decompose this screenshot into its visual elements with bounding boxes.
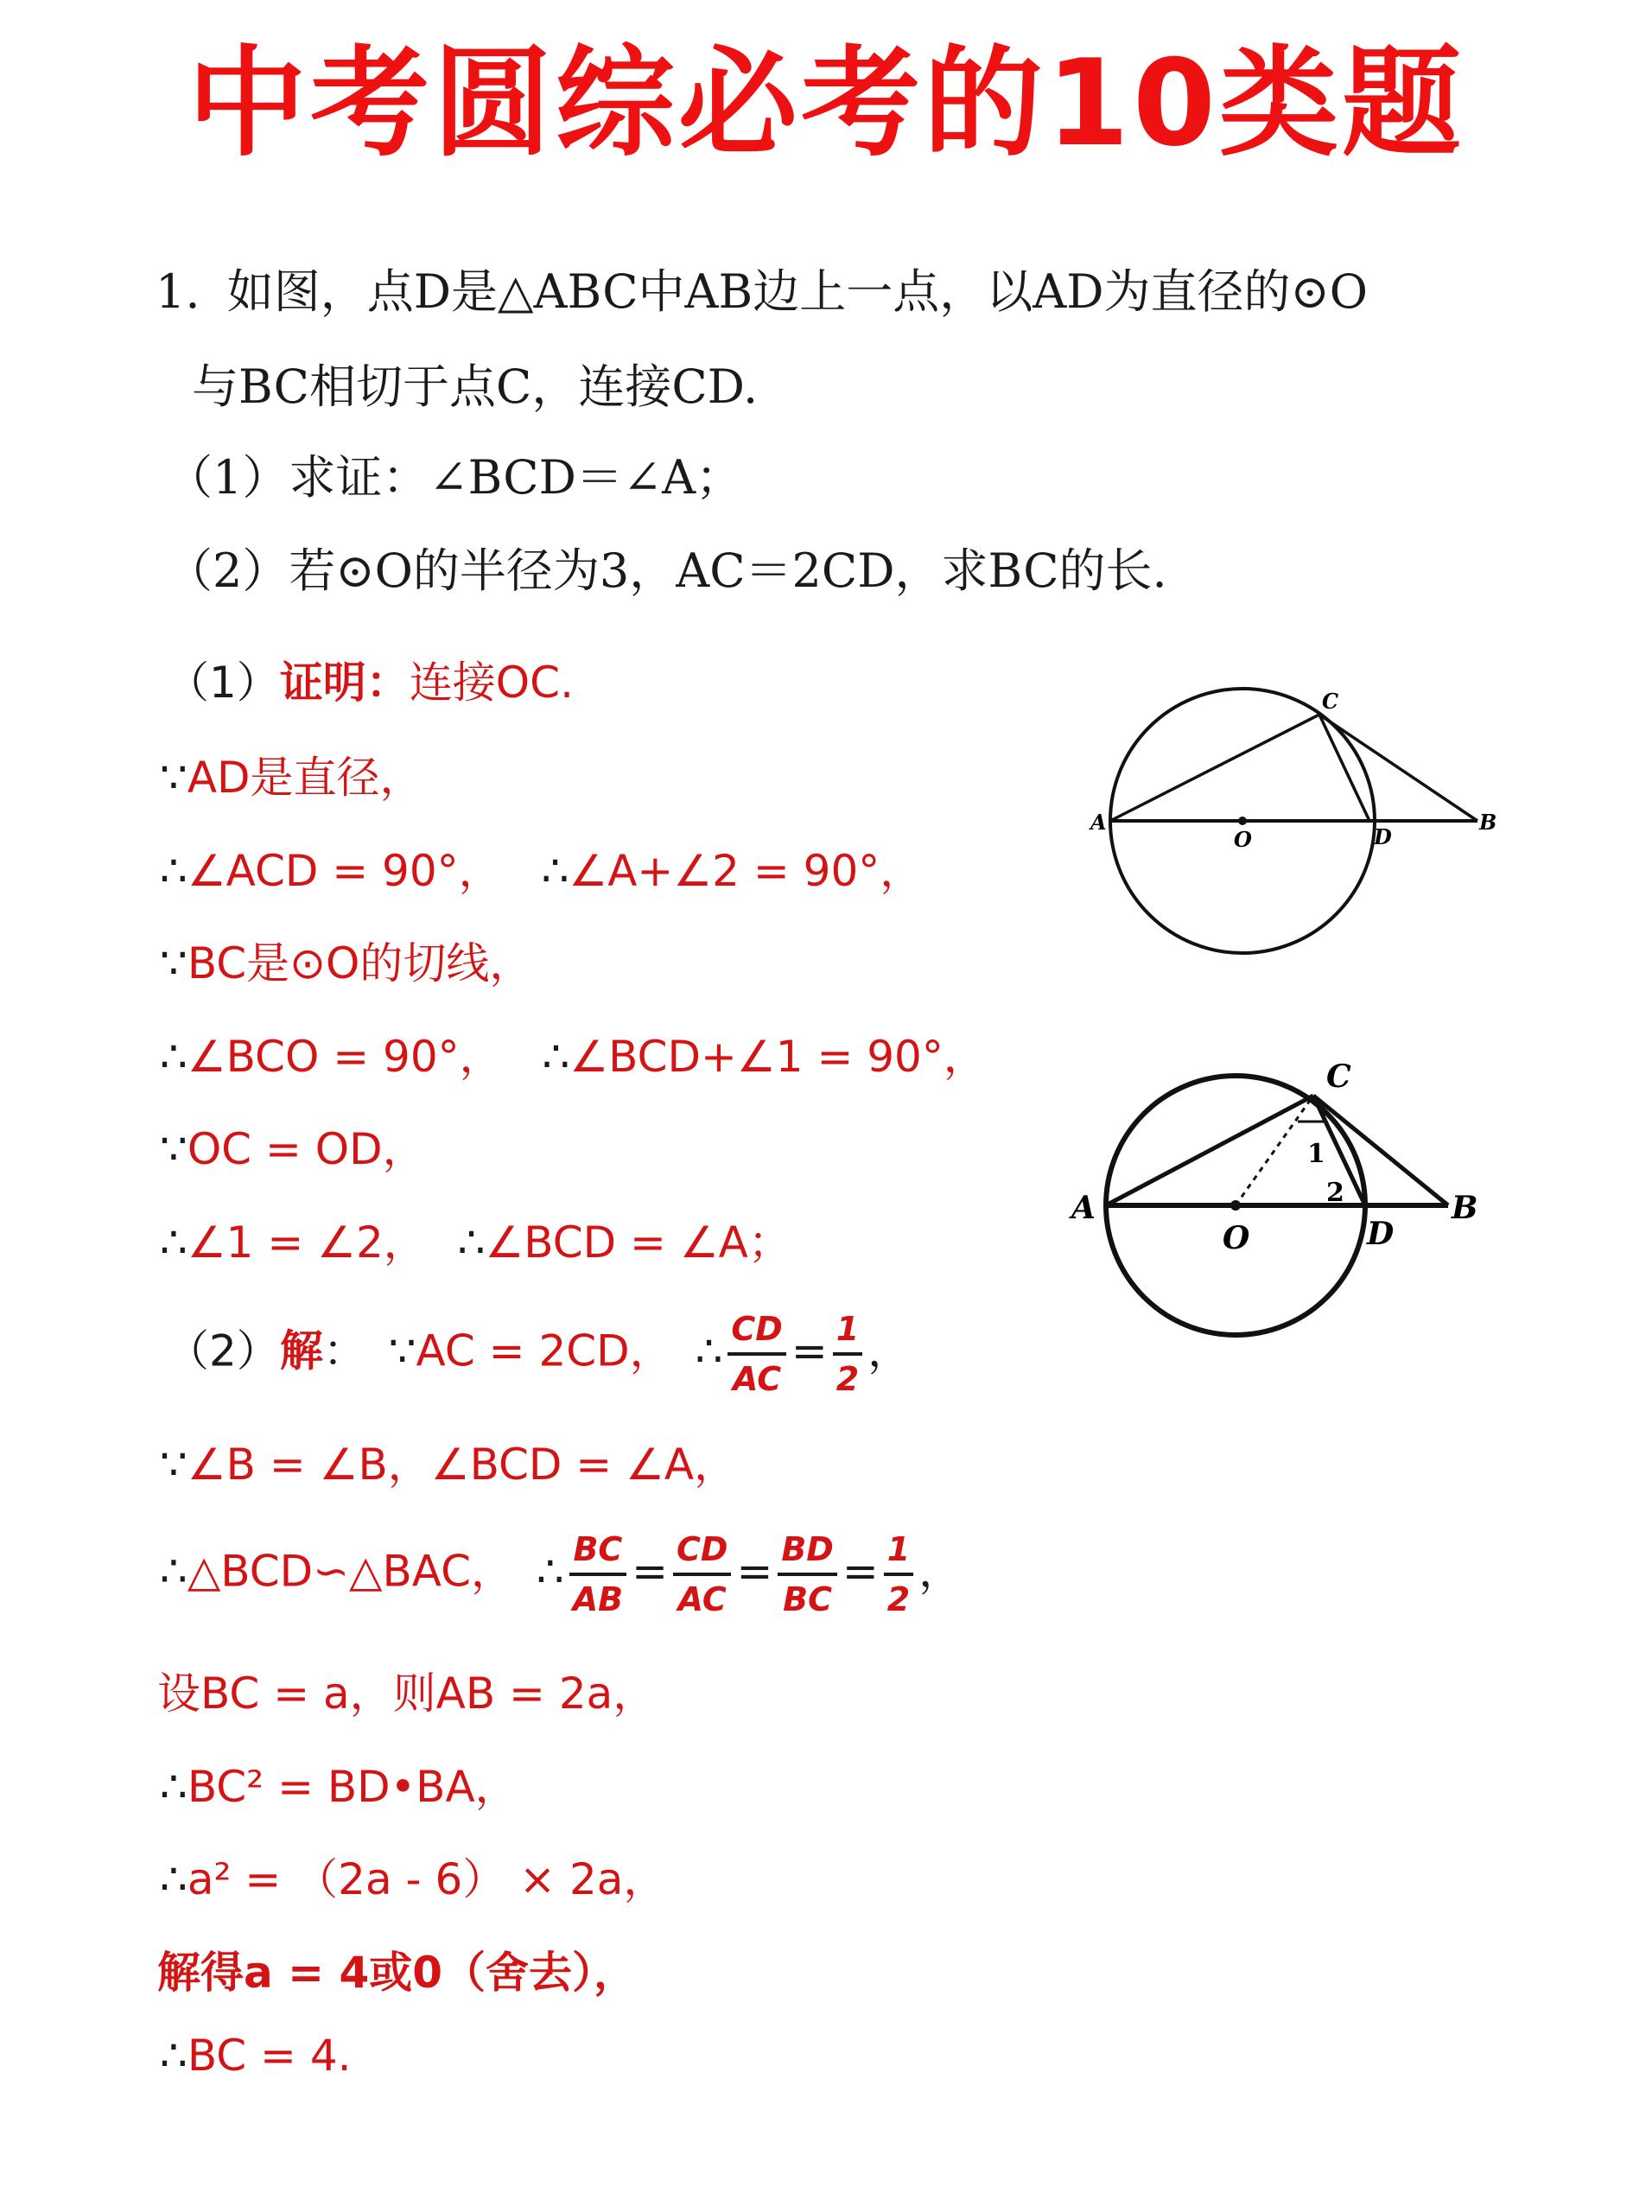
question-line-2: 与BC相切于点C，连接CD. bbox=[192, 359, 759, 414]
fraction-bar bbox=[833, 1352, 862, 1356]
question-part-2: （2）若⊙O的半径为3，AC＝2CD，求BC的长. bbox=[166, 543, 1167, 598]
because-symbol: ∵ bbox=[160, 1124, 187, 1174]
equals: = bbox=[842, 1546, 879, 1597]
solution1-line-text: ∠A+∠2 = 90°， bbox=[569, 846, 924, 896]
fraction bbox=[569, 1529, 626, 1619]
solution2-line bbox=[160, 1430, 737, 1492]
answer-text: BC = 4. bbox=[187, 2031, 352, 2081]
power-line bbox=[160, 1752, 518, 1815]
because-symbol: ∵ bbox=[160, 1440, 187, 1490]
solution1-line bbox=[160, 1022, 987, 1084]
numerator: 1 bbox=[836, 1310, 860, 1348]
label-a: A bbox=[1071, 1190, 1096, 1226]
because-symbol: ∵ bbox=[160, 938, 187, 988]
solution1-prefix: （1） bbox=[166, 658, 280, 708]
question-part-1: （1）求证：∠BCD＝∠A； bbox=[166, 450, 743, 505]
label-c: C bbox=[1322, 689, 1339, 714]
similar-text: △BCD∽△BAC， bbox=[187, 1546, 514, 1597]
solution1-line-text: ∠BCD+∠1 = 90°， bbox=[569, 1032, 987, 1082]
denominator: AC bbox=[677, 1580, 727, 1618]
denominator: 2 bbox=[886, 1580, 911, 1618]
therefore-symbol: ∴ bbox=[160, 846, 187, 896]
therefore-symbol: ∴ bbox=[541, 846, 569, 896]
label-d: D bbox=[1374, 824, 1392, 849]
because-symbol: ∵ bbox=[388, 1325, 416, 1376]
label-b: B bbox=[1479, 810, 1497, 835]
solution2-similar-line bbox=[160, 1529, 962, 1619]
center-point bbox=[1230, 1200, 1241, 1211]
solution1-line-text: ∠ACD = 90°， bbox=[187, 846, 502, 896]
segment-oc-dashed bbox=[1236, 1096, 1313, 1205]
solution1-line-text: ∠1 = ∠2， bbox=[187, 1217, 427, 1268]
geometry-diagram-1 bbox=[1071, 665, 1538, 976]
equals: = bbox=[791, 1325, 828, 1376]
because-symbol: ∵ bbox=[160, 753, 187, 803]
angles-text: ∠B = ∠B，∠BCD = ∠A， bbox=[187, 1440, 738, 1490]
fraction bbox=[884, 1529, 913, 1619]
label-c: C bbox=[1326, 1058, 1351, 1095]
fraction-bar bbox=[884, 1573, 913, 1576]
therefore-symbol: ∴ bbox=[536, 1546, 564, 1597]
therefore-symbol: ∴ bbox=[160, 2031, 187, 2081]
question-text-1: 如图，点D是△ABC中AB边上一点，以AD为直径的⊙O bbox=[226, 264, 1369, 319]
label-o: O bbox=[1234, 827, 1252, 852]
label-angle-2: 2 bbox=[1326, 1178, 1344, 1208]
segment-ac bbox=[1106, 1096, 1313, 1205]
numerator: BD bbox=[781, 1530, 834, 1568]
denominator: AB bbox=[572, 1580, 624, 1618]
solution1-line-text: ∠BCD = ∠A； bbox=[485, 1217, 791, 1268]
numerator: CD bbox=[731, 1310, 783, 1348]
question-number: 1. bbox=[156, 264, 200, 319]
segment-ac bbox=[1110, 715, 1319, 821]
solution1-line-text: BC是⊙O的切线， bbox=[187, 938, 533, 988]
fraction-bar bbox=[569, 1573, 626, 1576]
therefore-symbol: ∴ bbox=[160, 1032, 187, 1082]
solution1-heading-text: 连接OC. bbox=[409, 658, 574, 708]
solution1-line-text: OC = OD， bbox=[187, 1124, 426, 1174]
comma: ， bbox=[918, 1546, 963, 1597]
therefore-symbol: ∴ bbox=[695, 1325, 723, 1376]
therefore-symbol: ∴ bbox=[160, 1762, 187, 1812]
fraction bbox=[778, 1529, 837, 1619]
numerator: 1 bbox=[886, 1530, 911, 1568]
ratio-fraction bbox=[728, 1309, 785, 1399]
fraction bbox=[673, 1529, 731, 1619]
numerator: BC bbox=[573, 1530, 623, 1568]
solution1-line bbox=[160, 1115, 426, 1177]
page-title: 中考圆综必考的10类题 bbox=[187, 34, 1465, 173]
half-fraction bbox=[833, 1309, 862, 1399]
solution1-line bbox=[160, 1208, 791, 1270]
solution1-line bbox=[160, 836, 923, 899]
power-text: BC² = BD•BA， bbox=[187, 1762, 518, 1812]
label-d: D bbox=[1367, 1216, 1395, 1252]
comma: ， bbox=[867, 1325, 912, 1376]
solution1-line bbox=[160, 743, 423, 805]
solution2-heading bbox=[166, 1309, 911, 1399]
solution2-prefix: （2） bbox=[166, 1325, 280, 1376]
proof-label: 证明： bbox=[279, 658, 410, 708]
denominator: AC bbox=[733, 1360, 782, 1398]
solution1-line-text: AD是直径， bbox=[187, 753, 423, 803]
geometry-diagram-2 bbox=[1063, 1046, 1547, 1365]
solution1-heading bbox=[166, 648, 574, 710]
solve-label: 解 bbox=[279, 1325, 323, 1376]
label-b: B bbox=[1452, 1190, 1478, 1226]
label-angle-1: 1 bbox=[1307, 1139, 1325, 1169]
equals: = bbox=[632, 1546, 668, 1597]
colon: ： bbox=[322, 1325, 366, 1376]
equation-line bbox=[160, 1845, 666, 1907]
fraction-bar bbox=[673, 1573, 731, 1576]
answer-line bbox=[160, 2031, 352, 2081]
numerator: CD bbox=[677, 1530, 728, 1568]
solution1-line-text: ∠BCO = 90°， bbox=[187, 1032, 503, 1082]
equation-text: a² = （2a - 6） × 2a， bbox=[187, 1854, 667, 1904]
solve-line: 解得a = 4或0（舍去）， bbox=[157, 1948, 638, 1998]
fraction-bar bbox=[778, 1573, 837, 1576]
therefore-symbol: ∴ bbox=[160, 1854, 187, 1904]
label-o: O bbox=[1223, 1220, 1250, 1256]
fraction-bar bbox=[728, 1352, 785, 1356]
let-line: 设BC = a，则AB = 2a， bbox=[157, 1669, 657, 1719]
therefore-symbol: ∴ bbox=[542, 1032, 570, 1082]
center-point bbox=[1238, 817, 1247, 825]
solution1-line bbox=[160, 929, 532, 991]
therefore-symbol: ∴ bbox=[160, 1217, 187, 1268]
equals: = bbox=[736, 1546, 773, 1597]
therefore-symbol: ∴ bbox=[160, 1546, 187, 1597]
denominator: 2 bbox=[836, 1360, 860, 1398]
label-a: A bbox=[1090, 810, 1107, 835]
denominator: BC bbox=[783, 1580, 833, 1618]
question-line-1 bbox=[156, 255, 1368, 321]
therefore-symbol: ∴ bbox=[457, 1217, 486, 1268]
given-text: AC = 2CD， bbox=[416, 1325, 673, 1376]
